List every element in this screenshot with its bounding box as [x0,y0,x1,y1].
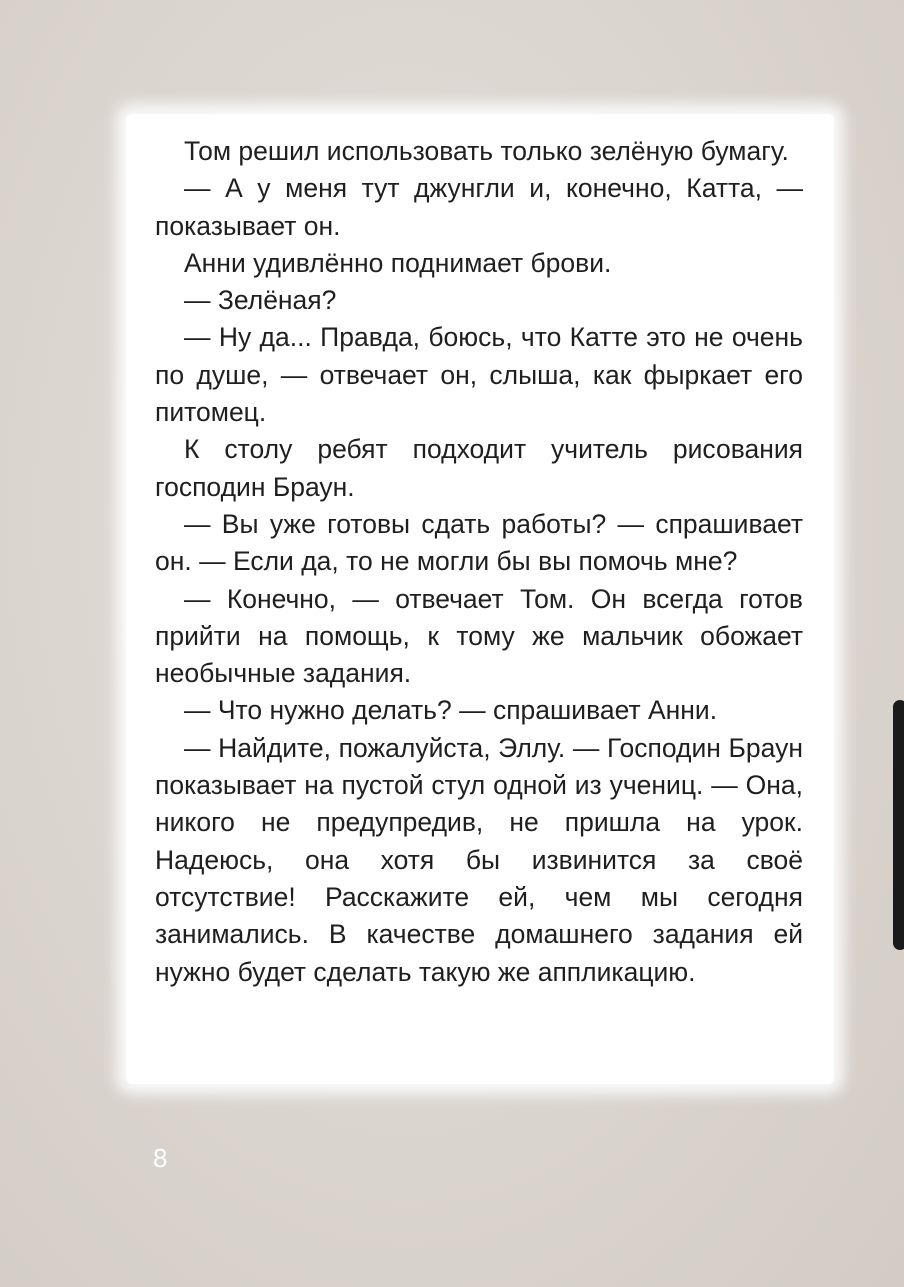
paragraph: — А у меня тут джунгли и, конечно, Катта, — показывает он. [155,173,803,241]
edge-mark [893,700,904,950]
paragraph: — Что нужно делать? — спрашивает Анни. [184,695,718,726]
paragraph: — Конечно, — отвечает Том. Он всегда готов прийти на помощь, к тому же мальчик обожает необычные задания. [155,583,803,689]
story-text [155,133,803,991]
page-number: 8 [153,1143,168,1173]
paragraph: — Найдите, пожалуйста, Эллу. — Господин Браун показывает на пустой стул одной из учениц. — Она, никого не предупредив, не пришла на урок. Надеюсь, она хотя бы извинится за своё отсутствие! Расскажите ей, чем мы сегодня занимались. В качестве домашнего задания ей нужно будет сделать такую же аппликацию. [155,732,803,987]
paragraph: Том решил использовать только зелёную бумагу. [184,136,789,166]
paragraph: — Зелёная? [184,285,337,316]
paragraph: Анни удивлённо поднимает брови. [184,247,612,278]
paragraph: К столу ребят подходит учитель рисования господин Браун. [155,434,803,502]
paragraph: — Ну да... Правда, боюсь, что Катте это не очень по душе, — отвечает он, слыша, как фыркает его питомец. [155,322,803,428]
paragraph: — Вы уже готовы сдать работы? — спрашивает он. — Если да, то не могли бы вы помочь мне? [155,508,803,577]
